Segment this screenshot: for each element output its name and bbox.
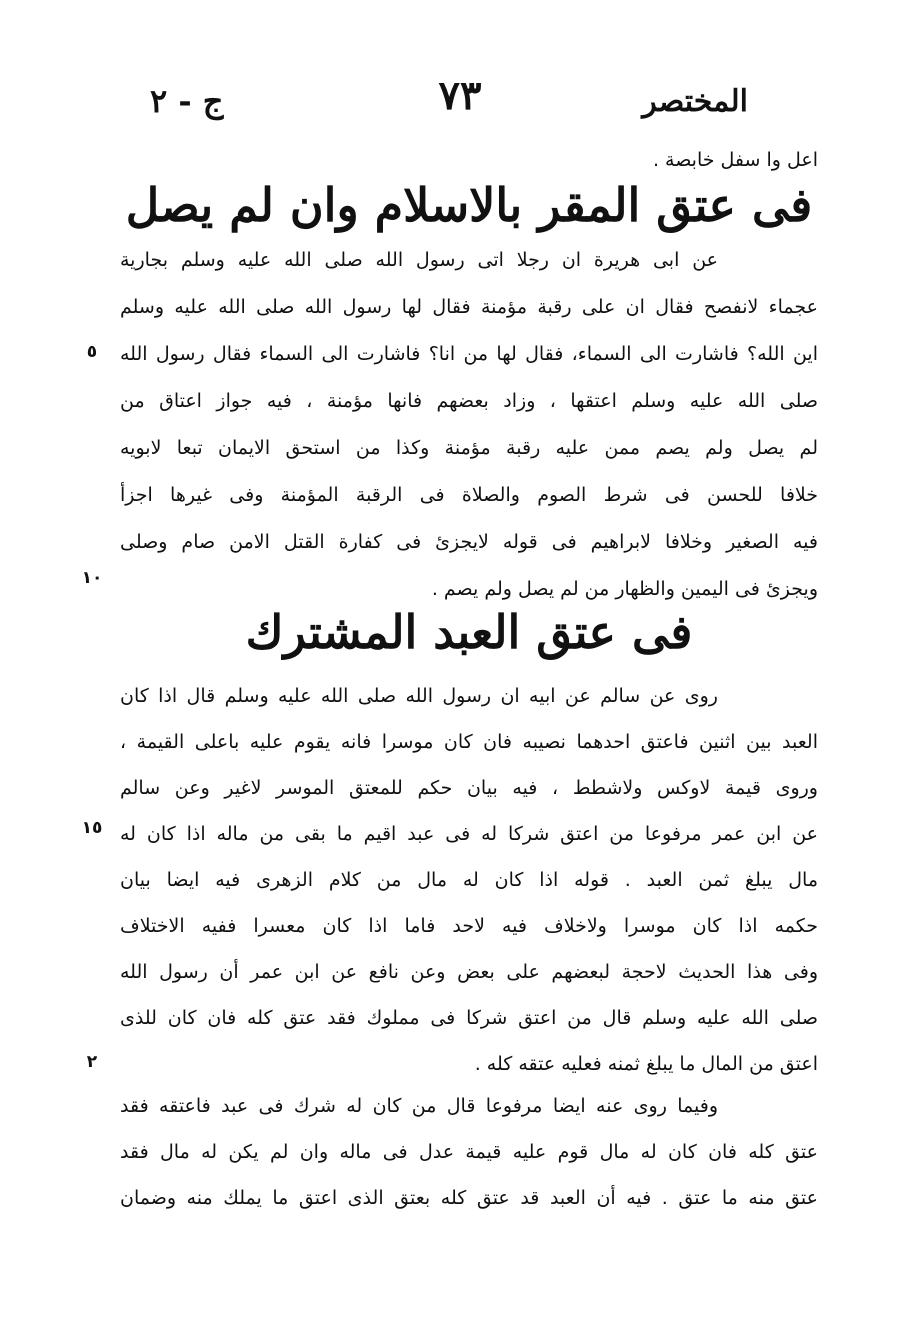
text-line: صلى الله عليه وسلم اعتقها ، وزاد بعضهم فانها مؤمنة ، فيه جواز اعتاق من <box>120 390 818 412</box>
text-line: اين الله؟ فاشارت الى السماء، فقال لها من انا؟ فاشارت الى السماء فقال رسول الله <box>120 343 818 365</box>
margin-line-number: ١٥ <box>81 818 103 838</box>
text-line: لم يصل ولم يصم ممن عليه رقبة مؤمنة وكذا من استحق الايمان تبعا لابويه <box>120 437 818 459</box>
text-line: عتق منه ما عتق . فيه أن العبد قد عتق كله بعتق الذى اعتق ما يملك منه وضمان <box>120 1187 818 1209</box>
section-heading: فى عتق العبد المشترك <box>245 605 693 659</box>
text-line: وفيما روى عنه ايضا مرفوعا قال من كان له شرك فى عبد فاعتقه فقد <box>120 1095 718 1117</box>
text-line: العبد بين اثنين فاعتق احدهما نصيبه فان كان موسرا فانه يقوم عليه باعلى القيمة ، <box>120 731 818 753</box>
text-line: خلافا للحسن فى شرط الصوم والصلاة فى الرقبة المؤمنة وفى غيرها اجزأ <box>120 484 818 506</box>
text-line: حكمه اذا كان موسرا ولاخلاف فيه لاحد فاما اذا كان معسرا ففيه الاختلاف <box>120 915 818 937</box>
header-volume: ج - ٢ <box>150 82 224 120</box>
text-line: فيه الصغير وخلافا لابراهيم فى قوله لايجزئ فى كفارة القتل الامن صام وصلى <box>120 531 818 553</box>
margin-line-number: ١٠ <box>81 568 103 588</box>
text-line: عتق كله فان كان له مال قوم عليه قيمة عدل فى ماله وان لم يكن له مال فقد <box>120 1141 818 1163</box>
text-line: اعتق من المال ما يبلغ ثمنه فعليه عتقه كله . <box>474 1053 818 1075</box>
text-line: روى عن سالم عن ابيه ان رسول الله صلى الله عليه وسلم قال اذا كان <box>120 685 718 707</box>
section-heading: فى عتق المقر بالاسلام وان لم يصل <box>125 178 813 232</box>
text-line: وفى هذا الحديث لاحجة لبعضهم على بعض وعن نافع عن ابن عمر أن رسول الله <box>120 961 818 983</box>
text-line: ويجزئ فى اليمين والظهار من لم يصل ولم يصم . <box>431 578 818 600</box>
margin-line-number: ٥ <box>86 342 98 362</box>
margin-line-number: ٢ <box>86 1052 98 1072</box>
text-line: وروى قيمة لاوكس ولاشطط ، فيه بيان حكم للمعتق الموسر لاغير وعن سالم <box>120 777 818 799</box>
continuation-line: اعل وا سفل خابصة . <box>652 149 818 171</box>
text-line: صلى الله عليه وسلم قال من اعتق شركا فى مملوك فقد عتق كله فان كان للذى <box>120 1007 818 1029</box>
text-line: مال يبلغ ثمن العبد . قوله اذا كان له مال من كلام الزهرى فيه ايضا بيان <box>120 869 818 891</box>
text-line: عن ابى هريرة ان رجلا اتى رسول الله صلى الله عليه وسلم بجارية <box>120 249 718 271</box>
text-line: عجماء لانفصح فقال ان على رقبة مؤمنة فقال لها رسول الله صلى الله عليه وسلم <box>120 296 818 318</box>
text-line: عن ابن عمر مرفوعا من اعتق شركا له فى عبد اقيم ما بقى من ماله اذا كان له <box>120 823 818 845</box>
header-page-number: ٧٣ <box>438 72 482 119</box>
header-book-title: المختصر <box>642 84 748 119</box>
